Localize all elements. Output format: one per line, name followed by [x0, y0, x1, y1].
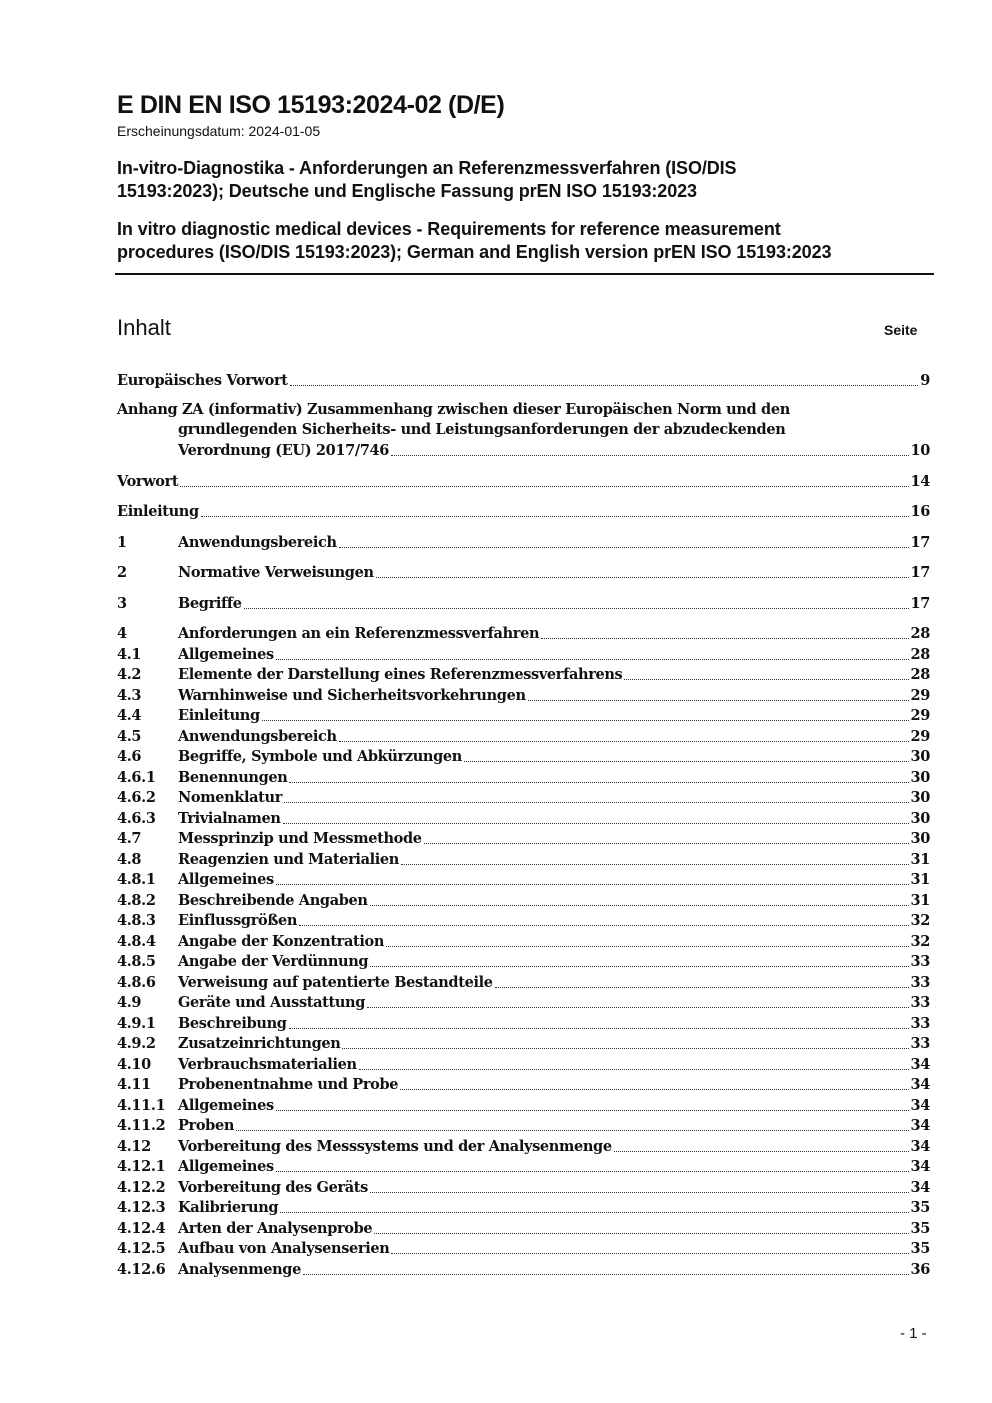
- toc-entry-page: 33: [910, 994, 930, 1011]
- toc-leader-dots: [339, 547, 909, 548]
- toc-entry-page: 30: [910, 768, 930, 786]
- toc-leader-dots: [244, 608, 909, 609]
- toc-entry-number: 1: [117, 533, 127, 551]
- toc-entry-title: Analysenmenge: [178, 1260, 301, 1278]
- toc-leader-dots: [424, 843, 909, 844]
- toc-leader-dots: [276, 1171, 909, 1172]
- toc-entry-number: 4.9.2: [117, 1035, 156, 1052]
- toc-leader-dots: [303, 1274, 909, 1275]
- toc-leader-dots: [201, 516, 909, 517]
- toc-entry-page: 34: [910, 1158, 930, 1175]
- toc-entry[interactable]: [117, 1116, 930, 1137]
- toc-entry-number: 4.8.2: [117, 891, 156, 909]
- title-english-line-1: In vitro diagnostic medical devices - Requirements for reference measurement: [117, 219, 781, 239]
- toc-leader-dots: [180, 486, 908, 487]
- toc-leader-dots: [367, 1007, 908, 1008]
- toc-entry[interactable]: [117, 706, 930, 727]
- toc-entry-number: 4.6.1: [117, 768, 156, 786]
- toc-leader-dots: [276, 1110, 909, 1111]
- toc-entry-number: 4.4: [117, 707, 142, 724]
- toc-entry[interactable]: [117, 644, 930, 665]
- toc-entry-page: 28: [910, 666, 930, 683]
- toc-leader-dots: [528, 700, 909, 701]
- toc-entry-title: Trivialnamen: [178, 809, 281, 827]
- toc-entry-number: 4.10: [117, 1055, 151, 1073]
- toc-entry-number: 4.1: [117, 645, 142, 663]
- toc-entry-title: Zusatzeinrichtungen: [178, 1035, 341, 1052]
- toc-leader-dots: [401, 864, 909, 865]
- table-of-contents: [117, 370, 930, 1280]
- toc-entry-title: Allgemeines: [178, 1158, 274, 1175]
- toc-entry-title: Allgemeines: [178, 871, 274, 888]
- toc-page-column-label: Seite: [884, 322, 918, 338]
- toc-entry-number: 4.7: [117, 830, 142, 847]
- toc-entry-annex-za[interactable]: [117, 400, 930, 462]
- toc-leader-dots: [370, 1192, 909, 1193]
- toc-entry-page: 33: [910, 1014, 930, 1032]
- toc-leader-dots: [236, 1130, 908, 1131]
- toc-entry[interactable]: [117, 870, 930, 891]
- toc-entry-number: 3: [117, 594, 127, 612]
- toc-entry-page: 30: [910, 830, 930, 847]
- title-german-line-1: In-vitro-Diagnostika - Anforderungen an Referenzmessverfahren (ISO/DIS: [117, 158, 737, 178]
- toc-entry-page: 35: [910, 1240, 930, 1257]
- toc-entry-title: Verweisung auf patentierte Bestandteile: [178, 973, 493, 991]
- toc-entry-title: Messprinzip und Messmethode: [178, 830, 422, 847]
- toc-leader-dots: [276, 659, 909, 660]
- toc-leader-dots: [386, 946, 908, 947]
- toc-entry-page: 34: [910, 1096, 930, 1114]
- toc-entry-number: 4: [117, 625, 127, 642]
- toc-entry-page: 28: [910, 625, 930, 642]
- toc-leader-dots: [391, 455, 908, 456]
- toc-entry-page: 34: [910, 1055, 930, 1073]
- toc-entry[interactable]: [117, 952, 930, 973]
- toc-entry[interactable]: [117, 593, 930, 614]
- title-english: [117, 218, 935, 264]
- toc-entry-title: Einleitung: [117, 503, 199, 520]
- toc-entry-number: 4.9: [117, 994, 142, 1011]
- toc-entry-foreword[interactable]: [117, 471, 930, 492]
- toc-entry[interactable]: [117, 1218, 930, 1239]
- toc-entry[interactable]: [117, 931, 930, 952]
- toc-heading: Inhalt: [117, 315, 171, 340]
- toc-entry-page: 29: [910, 707, 930, 724]
- toc-entry[interactable]: [117, 1136, 930, 1157]
- toc-entry-page: 30: [910, 789, 930, 806]
- toc-leader-dots: [541, 638, 908, 639]
- toc-entry[interactable]: [117, 788, 930, 809]
- toc-leader-dots: [391, 1253, 908, 1254]
- toc-entry-number: 4.12: [117, 1137, 151, 1155]
- toc-entry-number: 4.5: [117, 727, 142, 745]
- toc-leader-dots: [342, 1048, 908, 1049]
- publication-date: Erscheinungsdatum: 2024-01-05: [117, 123, 321, 139]
- toc-entry-title: Anforderungen an ein Referenzmessverfahren: [178, 625, 540, 642]
- toc-entry-page: 35: [910, 1199, 930, 1216]
- toc-entry-number: 4.2: [117, 666, 142, 683]
- toc-entry-title: Kalibrierung: [178, 1199, 279, 1216]
- toc-entry-title: Europäisches Vorwort: [117, 371, 288, 389]
- toc-entry-page: 30: [910, 809, 930, 827]
- toc-entry[interactable]: [117, 1013, 930, 1034]
- toc-entry-page: 34: [910, 1178, 930, 1196]
- toc-entry[interactable]: [117, 849, 930, 870]
- toc-entry-page: 32: [910, 912, 930, 929]
- toc-entry-number: 4.8.4: [117, 932, 156, 950]
- toc-entry-page: 9: [920, 371, 930, 389]
- toc-entry-title: Angabe der Verdünnung: [178, 953, 369, 970]
- toc-entry[interactable]: [117, 993, 930, 1014]
- toc-leader-dots: [276, 884, 909, 885]
- toc-entry-number: 4.12.3: [117, 1199, 166, 1216]
- toc-entry-page: 17: [910, 533, 930, 551]
- toc-entry[interactable]: [117, 747, 930, 768]
- title-german: [117, 157, 935, 203]
- toc-entry[interactable]: [117, 1075, 930, 1096]
- toc-entry-title: Beschreibende Angaben: [178, 891, 368, 909]
- toc-entry-title: Geräte und Ausstattung: [178, 994, 366, 1011]
- toc-entry-title: Vorbereitung des Geräts: [178, 1178, 368, 1196]
- toc-entry-number: 4.9.1: [117, 1014, 156, 1032]
- toc-entry-title: Anwendungsbereich: [178, 533, 337, 551]
- toc-entry-title: Anwendungsbereich: [178, 727, 337, 745]
- toc-entry-title: Vorwort: [117, 472, 179, 490]
- toc-leader-dots: [359, 1069, 909, 1070]
- toc-entry-title: Begriffe, Symbole und Abkürzungen: [178, 748, 462, 765]
- toc-entry-number: 4.12.1: [117, 1158, 166, 1175]
- toc-leader-dots: [289, 782, 908, 783]
- toc-entry-page: 32: [910, 932, 930, 950]
- toc-entry-page: 35: [910, 1219, 930, 1237]
- toc-entry-title: Vorbereitung des Messsystems und der Analysenmenge: [178, 1137, 612, 1155]
- toc-numbered-entries: [117, 532, 930, 1280]
- toc-entry-page: 34: [910, 1137, 930, 1155]
- toc-entry[interactable]: [117, 1177, 930, 1198]
- toc-entry-number: 4.12.2: [117, 1178, 166, 1196]
- toc-leader-dots: [280, 1212, 908, 1213]
- toc-entry-number: 4.6.3: [117, 809, 156, 827]
- toc-entry-page: 14: [910, 472, 930, 490]
- toc-entry-page: 33: [910, 973, 930, 991]
- toc-leader-dots: [290, 385, 919, 386]
- toc-entry[interactable]: [117, 767, 930, 788]
- annex-za-line-2: grundlegenden Sicherheits- und Leistungsanforderungen der abzudeckenden: [178, 421, 786, 438]
- toc-leader-dots: [614, 1151, 909, 1152]
- toc-entry[interactable]: [117, 665, 930, 686]
- toc-entry-title: Normative Verweisungen: [178, 564, 374, 581]
- toc-entry-title: Allgemeines: [178, 645, 274, 663]
- toc-leader-dots: [374, 1233, 908, 1234]
- toc-entry-number: 4.8.3: [117, 912, 156, 929]
- document-number: E DIN EN ISO 15193:2024-02 (D/E): [117, 91, 505, 119]
- toc-entry[interactable]: [117, 1054, 930, 1075]
- toc-leader-dots: [400, 1089, 908, 1090]
- toc-entry[interactable]: [117, 1259, 930, 1280]
- toc-entry-title: Arten der Analysenprobe: [178, 1219, 373, 1237]
- toc-entry-number: 4.6: [117, 748, 142, 765]
- toc-entry[interactable]: [117, 972, 930, 993]
- toc-entry[interactable]: [117, 1095, 930, 1116]
- toc-leader-dots: [495, 987, 909, 988]
- toc-entry[interactable]: [117, 624, 930, 645]
- toc-entry-page: 10: [910, 442, 930, 459]
- toc-entry-page: 17: [910, 564, 930, 581]
- header-divider: [115, 273, 934, 275]
- toc-leader-dots: [289, 1028, 909, 1029]
- toc-leader-dots: [370, 905, 909, 906]
- toc-entry-title: Einflussgrößen: [178, 912, 298, 929]
- toc-entry-page: 31: [910, 871, 930, 888]
- toc-leader-dots: [283, 823, 909, 824]
- toc-entry-introduction[interactable]: [117, 502, 930, 523]
- toc-entry[interactable]: [117, 829, 930, 850]
- toc-entry-number: 4.12.4: [117, 1219, 166, 1237]
- toc-entry-page: 28: [910, 645, 930, 663]
- document-header: [117, 90, 935, 264]
- toc-entry-title: Proben: [178, 1117, 235, 1134]
- toc-entry-page: 17: [910, 594, 930, 612]
- toc-entry[interactable]: [117, 726, 930, 747]
- toc-entry-number: 4.6.2: [117, 789, 156, 806]
- annex-za-line-1: Anhang ZA (informativ) Zusammenhang zwischen dieser Europäischen Norm und den: [117, 400, 790, 418]
- toc-entry-page: 31: [910, 850, 930, 868]
- toc-entry-page: 29: [910, 686, 930, 704]
- toc-entry-title: Probenentnahme und Probe: [178, 1076, 399, 1093]
- toc-entry-number: 4.8.6: [117, 973, 156, 991]
- title-german-line-2: 15193:2023); Deutsche und Englische Fassung prEN ISO 15193:2023: [117, 181, 697, 201]
- toc-entry-title: Angabe der Konzentration: [178, 932, 385, 950]
- toc-entry-page: 31: [910, 891, 930, 909]
- toc-entry-number: 4.3: [117, 686, 142, 704]
- annex-za-line-3: Verordnung (EU) 2017/746: [178, 442, 390, 459]
- toc-entry-title: Warnhinweise und Sicherheitsvorkehrungen: [178, 686, 526, 704]
- toc-entry[interactable]: [117, 911, 930, 932]
- toc-entry-page: 34: [910, 1076, 930, 1093]
- toc-entry-number: 4.11.1: [117, 1096, 166, 1114]
- toc-entry[interactable]: [117, 563, 930, 584]
- toc-leader-dots: [284, 802, 909, 803]
- toc-entry-number: 4.11: [117, 1076, 151, 1093]
- toc-entry-page: 34: [910, 1117, 930, 1134]
- toc-entry-title: Benennungen: [178, 768, 288, 786]
- toc-leader-dots: [464, 761, 909, 762]
- toc-entry-page: 33: [910, 1035, 930, 1052]
- toc-entry-european-foreword[interactable]: [117, 370, 930, 391]
- toc-entry[interactable]: [117, 1198, 930, 1219]
- toc-leader-dots: [624, 679, 908, 680]
- title-english-line-2: procedures (ISO/DIS 15193:2023); German and English version prEN ISO 15193:2023: [117, 242, 832, 262]
- toc-entry-title: Allgemeines: [178, 1096, 274, 1114]
- toc-entry-number: 4.8.5: [117, 953, 156, 970]
- toc-entry-title: Elemente der Darstellung eines Referenzmessverfahrens: [178, 666, 623, 683]
- toc-entry-title: Beschreibung: [178, 1014, 287, 1032]
- toc-entry-page: 30: [910, 748, 930, 765]
- toc-entry-number: 4.8: [117, 850, 142, 868]
- toc-entry-number: 4.8.1: [117, 871, 156, 888]
- toc-leader-dots: [376, 577, 909, 578]
- toc-entry-number: 4.12.5: [117, 1240, 166, 1257]
- toc-entry-title: Nomenklatur: [178, 789, 283, 806]
- toc-entry-number: 4.12.6: [117, 1260, 166, 1278]
- toc-entry[interactable]: [117, 1157, 930, 1178]
- toc-entry[interactable]: [117, 1239, 930, 1260]
- toc-entry-title: Reagenzien und Materialien: [178, 850, 400, 868]
- toc-leader-dots: [299, 925, 908, 926]
- toc-entry-title: Einleitung: [178, 707, 260, 724]
- toc-entry[interactable]: [117, 1034, 930, 1055]
- toc-entry-title: Begriffe: [178, 594, 242, 612]
- toc-leader-dots: [370, 966, 908, 967]
- toc-entry-title: Verbrauchsmaterialien: [178, 1055, 357, 1073]
- toc-leader-dots: [262, 720, 909, 721]
- toc-entry[interactable]: [117, 685, 930, 706]
- toc-entry-page: 29: [910, 727, 930, 745]
- toc-entry-page: 16: [910, 503, 930, 520]
- toc-entry-page: 33: [910, 953, 930, 970]
- toc-entry-number: 4.11.2: [117, 1117, 166, 1134]
- toc-entry[interactable]: [117, 808, 930, 829]
- toc-entry[interactable]: [117, 890, 930, 911]
- toc-entry-page: 36: [910, 1260, 930, 1278]
- page-number: - 1 -: [900, 1325, 927, 1342]
- toc-entry[interactable]: [117, 532, 930, 553]
- toc-entry-title: Aufbau von Analysenserien: [178, 1240, 390, 1257]
- toc-leader-dots: [339, 741, 909, 742]
- toc-entry-number: 2: [117, 564, 127, 581]
